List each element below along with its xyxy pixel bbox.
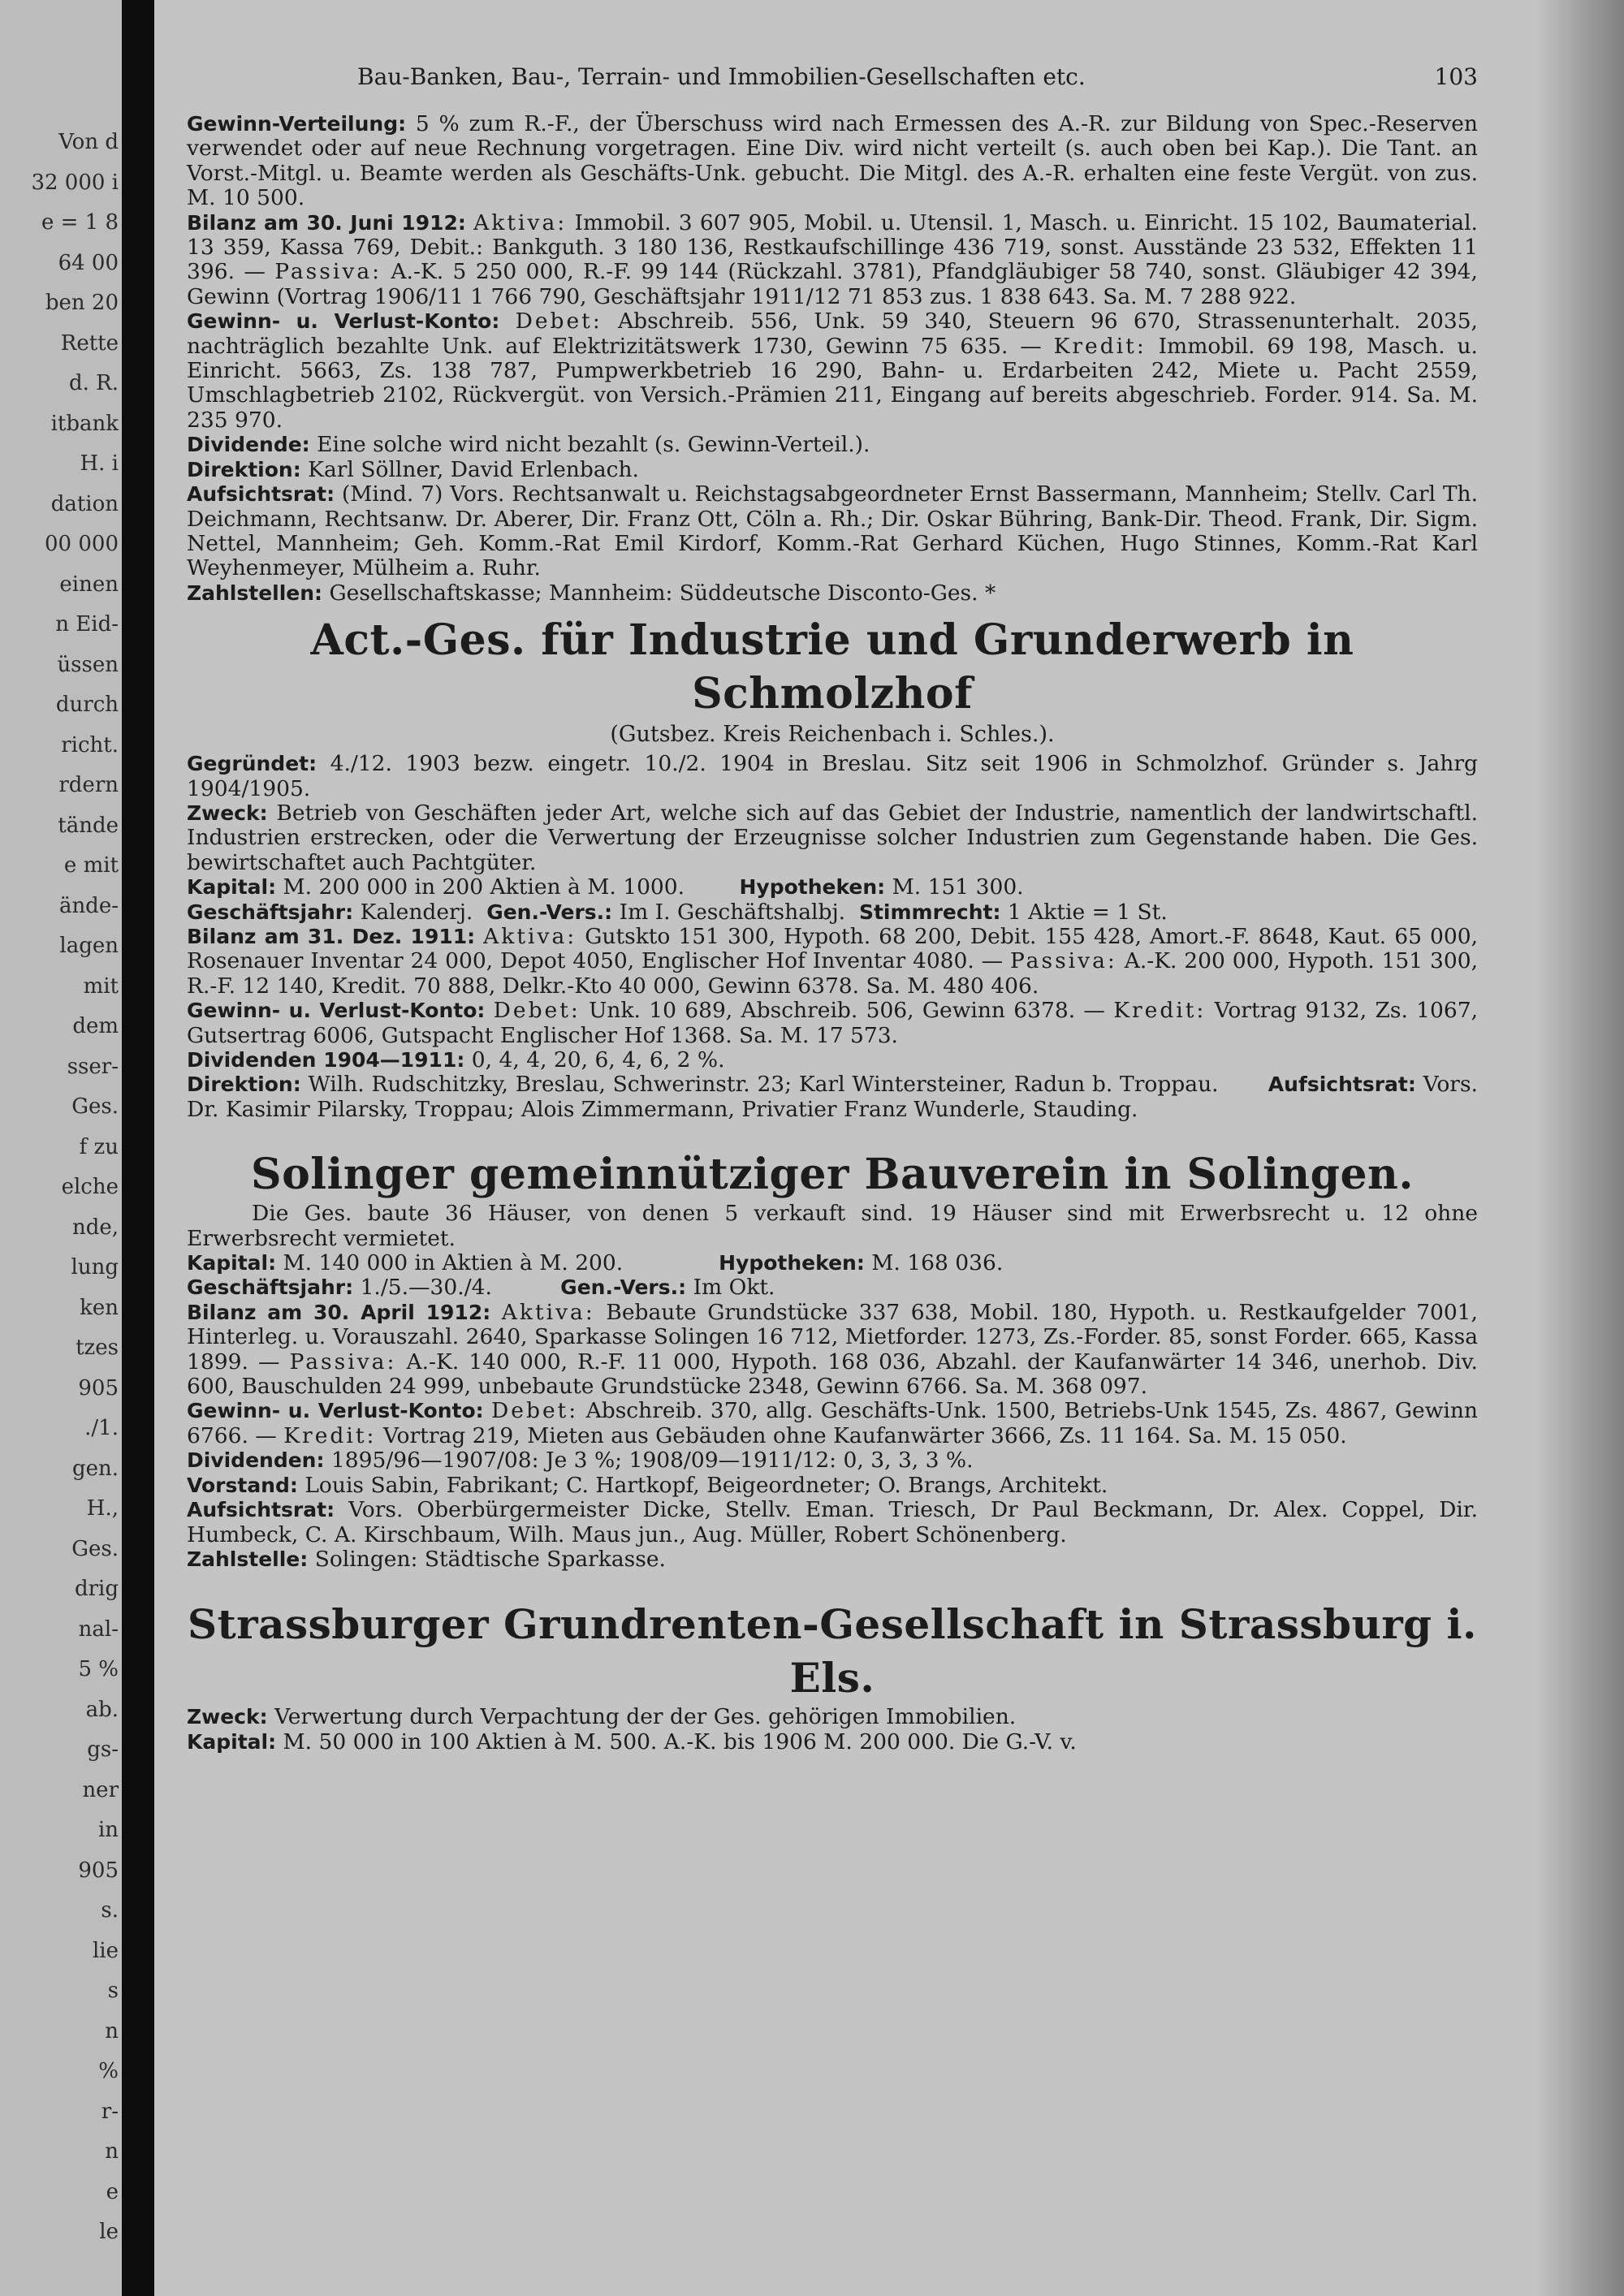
intro: Die Ges. baute 36 Häuser, von denen 5 verkauft sind. 19 Häuser sind mit Erwerbsrecht u. 12 ohne Erwerbsrecht vermietet. xyxy=(187,1201,1478,1251)
left-page-fragment: lie xyxy=(92,1938,119,1963)
left-page-fragment: elche xyxy=(61,1175,119,1199)
kapital: Kapital: M. 50 000 in 100 Aktien à M. 500. A.-K. bis 1906 M. 200 000. Die G.-V. v. xyxy=(187,1728,1077,1754)
left-page-fragment: gs- xyxy=(87,1737,119,1762)
left-page-fragment: nde, xyxy=(71,1215,119,1240)
gewinn-verlust-konto: Gewinn- u. Verlust-Konto: Debet: Abschreib. 556, Unk. 59 340, Steuern 96 670, Strassenunterhalt. 2035, nachträglich bezahlte Unk. auf Elektrizitätswerk 1730, Gewinn 75 635. — Kredit: Immobil. 69 198, Masch. u. Einricht. 5663, Zs. 138 787, Pumpwerkbetrieb 16 290, Bahn- u. Erdarbeiten 242, Miete u. Pacht 2559, Umschlagbetrieb 2102, Rückvergüt. von Versich.-Prämien 211, Eingang auf bereits abgeschrieb. Forder. 914. Sa. M. 235 970. xyxy=(187,309,1478,433)
left-page-fragment: d. R. xyxy=(68,371,119,395)
entry-solingen xyxy=(187,1148,1478,1572)
running-header-title: Bau-Banken, Bau-, Terrain- und Immobilien-Gesellschaften etc. xyxy=(357,63,1086,90)
left-page-fragment: f zu xyxy=(79,1134,119,1159)
left-page-fragment: tzes xyxy=(76,1336,119,1360)
left-page-fragment: % xyxy=(98,2059,119,2083)
direktion: Direktion: Wilh. Rudschitzky, Breslau, Schwerinstr. 23; Karl Wintersteiner, Radun b. Troppau. Aufsichtsrat: Vors. Dr. Kasimir Pilarsky, Troppau; Alois Zimmermann, Privatier Franz Wunderle, Stauding. xyxy=(187,1072,1478,1122)
left-page-fragment: ner xyxy=(82,1777,119,1802)
left-page-fragment: s xyxy=(107,1979,119,2003)
left-page-fragment: in xyxy=(97,1818,119,1842)
left-page-fragment: 5 % xyxy=(78,1657,119,1681)
left-page-fragment: durch xyxy=(55,693,119,717)
bilanz: Bilanz am 30. Juni 1912: Aktiva: Immobil. 3 607 905, Mobil. u. Utensil. 1, Masch. u. Einricht. 15 102, Baumaterial. 13 359, Kassa 769, Debit.: Bankguth. 3 180 136, Restkaufschillinge 436 719, sonst. Ausstände 23 532, Effekten 11 396. — Passiva: A.-K. 5 250 000, R.-F. 99 144 (Rückzahl. 3781), Pfandgläubiger 58 740, sonst. Gläubiger 42 394, Gewinn (Vortrag 1906/11 1 766 790, Geschäftsjahr 1911/12 71 853 zus. 1 838 643. Sa. M. 7 288 922. xyxy=(187,209,1478,309)
left-page-fragment: tände xyxy=(58,813,119,838)
running-header xyxy=(187,63,1478,104)
dividende: Dividende: Eine solche wird nicht bezahlt (s. Gewinn-Verteil.). xyxy=(187,432,870,458)
gewinn-verlust-konto: Gewinn- u. Verlust-Konto: Debet: Unk. 10 689, Abschreib. 506, Gewinn 6378. — Kredit: Vortrag 9132, Zs. 1067, Gutsertrag 6006, Gutspacht Englischer Hof 1368. Sa. M. 17 573. xyxy=(187,998,1479,1048)
left-page-fragment: 32 000 i xyxy=(31,170,119,195)
left-page-fragment: n xyxy=(105,2018,119,2044)
left-page-fragment: Ges. xyxy=(71,1536,119,1561)
left-page-fragment: 905 xyxy=(78,1375,119,1400)
left-page-fragment: richt. xyxy=(61,732,119,757)
left-page-fragment: itbank xyxy=(50,411,119,436)
book-gutter xyxy=(122,0,154,2296)
entry-title: Act.-Ges. für Industrie und Grunderwerb in Schmolzhof xyxy=(310,615,1354,719)
entry-continued xyxy=(187,112,1478,606)
left-page-fragment: dem xyxy=(72,1014,119,1038)
dividenden: Dividenden: 1895/96—1907/08: Je 3 %; 1908/09—1911/12: 0, 3, 3, 3 %. xyxy=(187,1448,974,1474)
left-page-fragment: 00 000 xyxy=(45,532,119,556)
left-page-edge xyxy=(0,0,122,2296)
left-page-fragment: ben 20 xyxy=(45,291,119,315)
left-page-fragment: Rette xyxy=(60,330,119,356)
direktion: Direktion: Karl Söllner, David Erlenbach. xyxy=(187,456,639,482)
left-page-fragment: s. xyxy=(101,1898,119,1923)
left-page-fragment: üssen xyxy=(57,652,119,677)
gegruendet: Gegründet: 4./12. 1903 bezw. eingetr. 10./2. 1904 in Breslau. Sitz seit 1906 in Schmolzhof. Gründer s. Jahrg 1904/1905. xyxy=(187,751,1478,801)
aufsichtsrat: Aufsichtsrat: (Mind. 7) Vors. Rechtsanwalt u. Reichstagsabgeordneter Ernst Bassermann, Mannheim; Stellv. Carl Th. Deichmann, Rechtsanw. Dr. Aberer, Dir. Franz Ott, Cöln a. Rh.; Dir. Oskar Bühring, Bank-Dir. Theod. Frank, Dir. Sigm. Nettel, Mannheim; Geh. Komm.-Rat Emil Kirdorf, Komm.-Rat Gerhard Küchen, Hugo Stinnes, Komm.-Rat Karl Weyhenmeyer, Mülheim a. Ruhr. xyxy=(187,481,1478,581)
aufsichtsrat: Aufsichtsrat: Vors. Oberbürgermeister Dicke, Stellv. Eman. Triesch, Dr Paul Beckmann, Dr. Alex. Coppel, Dir. Humbeck, C. A. Kirschbaum, Wilh. Maus jun., Aug. Müller, Robert Schönenberg. xyxy=(187,1497,1478,1547)
entry-title: Strassburger Grundrenten-Gesellschaft in Strassburg i. Els. xyxy=(188,1600,1477,1703)
left-page-fragment: einen xyxy=(59,572,119,597)
geschaeftsjahr: Geschäftsjahr: 1./5.—30./4. Gen.-Vers.: Im Okt. xyxy=(187,1275,775,1301)
left-page-fragment: ände- xyxy=(58,893,119,918)
vorstand: Vorstand: Louis Sabin, Fabrikant; C. Hartkopf, Beigeordneter; O. Brangs, Architekt. xyxy=(187,1472,1108,1498)
gewinn-verlust-konto: Gewinn- u. Verlust-Konto: Debet: Abschreib. 370, allg. Geschäfts-Unk. 1500, Betriebs-Unk 1545, Zs. 4867, Gewinn 6766. — Kredit: Vortrag 219, Mieten aus Gebäuden ohne Kaufanwärter 3666, Zs. 11 164. Sa. M. 15 050. xyxy=(187,1398,1478,1448)
left-page-fragment: e mit xyxy=(63,853,119,878)
gewinn-verteilung: Gewinn-Verteilung: 5 % zum R.-F., der Überschuss wird nach Ermessen des A.-R. zur Bildung von Spec.-Reserven verwendet oder auf neue Rechnung vorgetragen. Eine Div. wird nicht verteilt (s. auch oben bei Kap.). Die Tant. an Vorst.-Mitgl. u. Beamte werden als Geschäfts-Unk. gebucht. Die Mitgl. des A.-R. erhalten eine feste Vergüt. von zus. M. 10 500. xyxy=(187,111,1478,211)
zahlstelle: Zahlstelle: Solingen: Städtische Sparkasse. xyxy=(187,1546,666,1572)
left-page-fragment: n xyxy=(105,2139,119,2164)
left-page-fragment: le xyxy=(99,2220,119,2244)
left-page-fragment: mit xyxy=(83,973,119,999)
entry-schmolzhof xyxy=(187,614,1478,1122)
left-page-fragment: e xyxy=(106,2179,119,2204)
left-page-fragment: rdern xyxy=(58,773,119,797)
zahlstellen: Zahlstellen: Gesellschaftskasse; Mannheim: Süddeutsche Disconto-Ges. * xyxy=(187,580,996,606)
left-page-fragment: sser- xyxy=(67,1054,119,1079)
left-page-fragment: ab. xyxy=(85,1697,119,1722)
left-page-fragment: gen. xyxy=(71,1456,119,1481)
left-page-fragment: n Eid- xyxy=(55,612,119,637)
kapital: Kapital: M. 140 000 in Aktien à M. 200. Hypotheken: M. 168 036. xyxy=(187,1250,1004,1276)
left-page-fragment: dation xyxy=(50,491,119,516)
left-page-fragment: nal- xyxy=(78,1616,119,1642)
left-page-fragment: 905 xyxy=(78,1858,119,1883)
kapital: Kapital: M. 200 000 in 200 Aktien à M. 1000. Hypotheken: M. 151 300. xyxy=(187,874,1024,900)
dividenden: Dividenden 1904—1911: 0, 4, 4, 20, 6, 4, 6, 2 %. xyxy=(187,1047,725,1072)
left-page-fragment: e = 1 8 xyxy=(41,210,119,235)
left-page-fragment: lung xyxy=(71,1255,119,1280)
left-page-fragment: ken xyxy=(80,1295,119,1320)
left-page-fragment: H. i xyxy=(80,451,119,476)
zweck: Zweck: Verwertung durch Verpachtung der der Ges. gehörigen Immobilien. xyxy=(187,1704,1017,1730)
page xyxy=(154,0,1624,2296)
bilanz: Bilanz am 31. Dez. 1911: Aktiva: Gutskto 151 300, Hypoth. 68 200, Debit. 155 428, Amort.-F. 8648, Kaut. 65 000, Rosenauer Inventar 24 000, Depot 4050, Englischer Hof Inventar 4080. — Passiva: A.-K. 200 000, Hypoth. 151 300, R.-F. 12 140, Kredit. 70 888, Delkr.-Kto 40 000, Gewinn 6378. Sa. M. 480 406. xyxy=(187,923,1478,999)
left-page-fragment: lagen xyxy=(59,934,119,958)
left-page-fragment: H., xyxy=(86,1496,119,1521)
bilanz: Bilanz am 30. April 1912: Aktiva: Bebaute Grundstücke 337 638, Mobil. 180, Hypoth. u. Restkaufgelder 7001, Hinterleg. u. Vorauszahl. 2640, Sparkasse Solingen 16 712, Mietforder. 1273, Zs.-Forder. 85, sonst Forder. 665, Kassa 1899. — Passiva: A.-K. 140 000, R.-F. 11 000, Hypoth. 168 036, Abzahl. der Kaufanwärter 14 346, unerhob. Div. 600, Bauschulden 24 999, unbebaute Grundstücke 2348, Gewinn 6766. Sa. M. 368 097. xyxy=(187,1299,1478,1400)
entry-title: Solinger gemeinnütziger Bauverein in Solingen. xyxy=(251,1150,1414,1200)
left-page-fragment: Ges. xyxy=(71,1094,119,1119)
zweck: Zweck: Betrieb von Geschäften jeder Art, welche sich auf das Gebiet der Industrie, namentlich der landwirtschaftl. Industrien erstrecken, oder die Verwertung der Erzeugnisse solcher Industrien zum Gegenstande haben. Die Ges. bewirtschaftet auch Pachtgüter. xyxy=(187,800,1478,875)
left-page-fragment: 64 00 xyxy=(58,250,119,275)
left-page-fragment: r- xyxy=(101,2099,119,2124)
page-number: 103 xyxy=(1434,63,1478,90)
page-content xyxy=(187,63,1478,1754)
entry-subtitle: (Gutsbez. Kreis Reichenbach i. Schles.). xyxy=(610,722,1055,748)
left-page-fragment: ./1. xyxy=(84,1416,119,1440)
entry-strassburg xyxy=(187,1598,1478,1754)
left-page-fragment: Von d xyxy=(58,130,119,154)
geschaeftsjahr: Geschäftsjahr: Kalenderj. Gen.-Vers.: Im I. Geschäftshalbj. Stimmrecht: 1 Aktie = 1 St. xyxy=(187,899,1168,925)
left-page-fragment: drig xyxy=(74,1577,119,1601)
